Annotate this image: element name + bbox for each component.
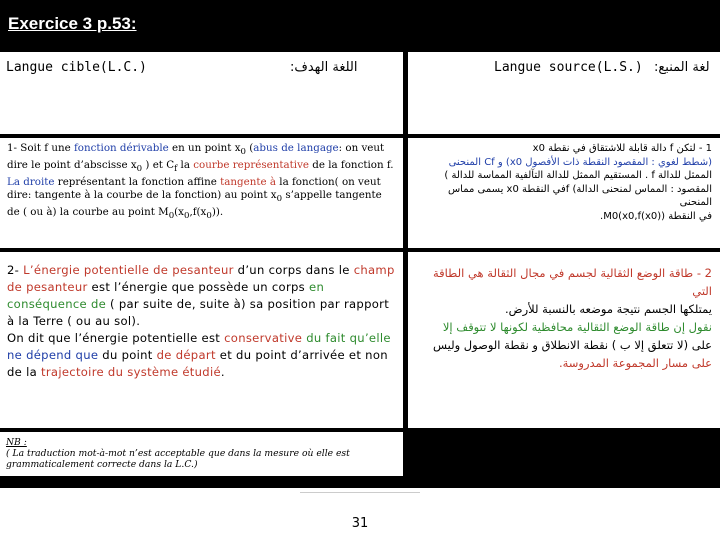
arabic-line: (شطط لغوي : المقصود النقطة ذات الأفصول x0) و Cf المنحنى [448, 156, 712, 168]
paragraph-2-french: 2- L’énergie potentielle de pesanteur d’un corps dans le champ de pesanteur est l’énergie que possède un corps en conséquence de ( par suite de, suite à) sa position par rapport à la Terre ( ou au sol). On dit que l’énergie potentielle est conservative du fait qu’elle ne dépend que du point de départ et du point d’arrivée et non de la trajectoire du système étudié. [0, 252, 403, 428]
arabic-line: 1 - لتكن f دالة قابلة للاشتقاق في نقطة x0 [532, 143, 712, 154]
note-text: ( La traduction mot-à-mot n’est acceptable que dans la mesure où elle est grammaticalement correcte dans la L.C.) [6, 448, 350, 470]
arabic-line: يمتلكها الجسم نتيجة موضعه بالنسبة للأرض. [505, 302, 712, 316]
slide-title: Exercice 3 p.53: [8, 14, 137, 33]
source-language-label: Langue source(L.S.) [494, 60, 643, 75]
note-label: NB : [6, 437, 27, 448]
arabic-line: نقول إن طاقة الوضع الثقالية محافظية لكونها لا تتوقف إلا [442, 320, 712, 334]
arabic-line: على (لا تتعلق إلا ب ) نقطة الانطلاق و نقطة الوصول وليس [432, 338, 712, 352]
arabic-line: 2 - طاقة الوضع الثقالية لجسم في مجال الثقالة هي الطاقة التي [433, 266, 712, 298]
target-language-label: Langue cible(L.C.) [6, 60, 147, 75]
target-language-arabic: اللغة الهدف: [290, 60, 358, 75]
header-target-language [0, 52, 403, 134]
paragraph-1-french: 1- Soit f une fonction dérivable en un point $x_0$ (abus de langage: on veut dire le point d’abscisse $x_0$ ) et $C_f$ la courbe représentative de la fonction f. La droite représentant la fonction affine tangente à la fonction( on veut dire: tangente à la courbe de la fonction) au point $x_0$ s’appelle tangente de ( ou à) la courbe au point $M_0(x_0,f(x_0))$. [0, 138, 403, 248]
arabic-line: في النقطة M0(x0,f(x0)). [600, 210, 712, 222]
note-box [0, 432, 403, 476]
arabic-line: المقصود : المماس لمنحنى الدالة) fفي النقطة x0 يسمى مماس المنحنى [447, 183, 712, 208]
page-number: 31 [351, 516, 369, 531]
paragraph-1-arabic [408, 138, 720, 248]
source-language-arabic: لغة المنبع: [654, 60, 710, 75]
header-source-language [408, 52, 720, 134]
arabic-line: الممثل للدالة f . المستقيم الممثل للدالة التآلفية المماسة للدالة ) [444, 170, 712, 181]
arabic-line: على مسار المجموعة المدروسة. [558, 356, 712, 370]
footer-divider [300, 492, 420, 493]
paragraph-2-arabic [408, 252, 720, 428]
